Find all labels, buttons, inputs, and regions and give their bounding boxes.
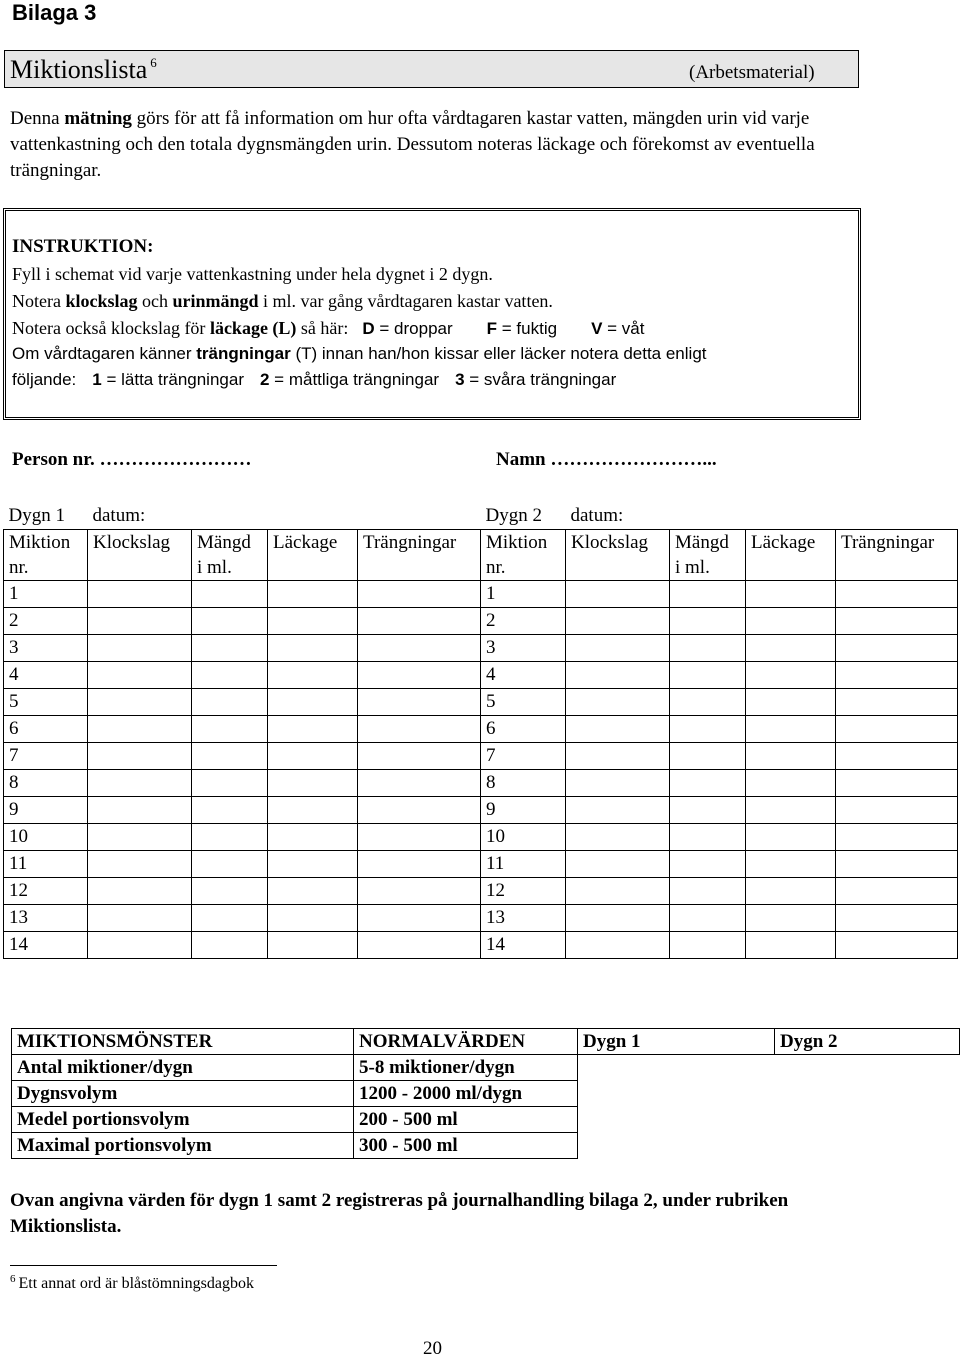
miction-number-day1: 5 <box>4 689 88 716</box>
leakage-cell-day2[interactable] <box>746 797 836 824</box>
urgency-cell-day1[interactable] <box>358 662 481 689</box>
day1-label: Dygn 1 <box>8 505 65 526</box>
col-amount-day2 <box>670 530 746 581</box>
leakage-cell-day2[interactable] <box>746 905 836 932</box>
urgency-cell-day2[interactable] <box>836 635 958 662</box>
miction-number-day2: 10 <box>481 824 566 851</box>
log-row <box>4 635 958 662</box>
pattern-normal-value: 300 - 500 ml <box>354 1133 578 1159</box>
time-cell-day1[interactable] <box>88 905 192 932</box>
miction-number-day1: 8 <box>4 770 88 797</box>
time-cell-day2[interactable] <box>566 608 670 635</box>
log-row <box>4 662 958 689</box>
col-time-day1: Klockslag <box>88 530 192 581</box>
amount-cell-day2[interactable] <box>670 608 746 635</box>
footnote-number: 6 <box>10 1273 16 1285</box>
miction-number-day1: 1 <box>4 581 88 608</box>
instruction-line-3 <box>12 316 644 341</box>
pattern-normal-value: 5-8 miktioner/dygn <box>354 1055 578 1081</box>
time-cell-day1[interactable] <box>88 716 192 743</box>
urgency-cell-day2[interactable] <box>836 581 958 608</box>
leakage-cell-day1[interactable] <box>268 716 358 743</box>
time-cell-day1[interactable] <box>88 824 192 851</box>
miction-number-day1: 2 <box>4 608 88 635</box>
amount-cell-day2[interactable] <box>670 635 746 662</box>
pattern-header-row <box>12 1029 960 1055</box>
pattern-label: Antal miktioner/dygn <box>12 1055 354 1081</box>
miction-number-day2: 7 <box>481 743 566 770</box>
amount-cell-day1[interactable] <box>192 635 268 662</box>
amount-cell-day1[interactable] <box>192 932 268 959</box>
amount-cell-day2[interactable] <box>670 932 746 959</box>
leakage-cell-day1[interactable] <box>268 770 358 797</box>
page-title <box>10 55 157 85</box>
miction-number-day1: 10 <box>4 824 88 851</box>
appendix-heading: Bilaga 3 <box>12 0 97 25</box>
miction-pattern-table <box>11 1028 960 1159</box>
leakage-cell-day1[interactable] <box>268 824 358 851</box>
intro-text-rest: görs för att få information om hur ofta vårdtagaren kastar vatten, mängden urin vid varje vattenkastning och den totala dygnsmängden urin. Dessutom noteras läckage och förekomst av eventuella trängningar. <box>10 108 815 181</box>
pattern-blank <box>578 1107 775 1133</box>
log-row <box>4 824 958 851</box>
col-label: Mängd <box>675 532 729 553</box>
time-cell-day2[interactable] <box>566 662 670 689</box>
miction-number-day1: 3 <box>4 635 88 662</box>
leakage-cell-day1[interactable] <box>268 635 358 662</box>
pattern-blank <box>578 1133 775 1159</box>
instruction-line-1 <box>12 262 493 286</box>
urgency-cell-day1[interactable] <box>358 878 481 905</box>
column-header-row <box>4 530 958 581</box>
col-leakage-day1: Läckage <box>268 530 358 581</box>
time-cell-day2[interactable] <box>566 770 670 797</box>
instruction-text: och <box>137 291 173 311</box>
time-cell-day1[interactable] <box>88 689 192 716</box>
pattern-row <box>12 1107 960 1133</box>
amount-cell-day1[interactable] <box>192 581 268 608</box>
col-label: i ml. <box>675 557 710 578</box>
log-row <box>4 743 958 770</box>
urgency-cell-day2[interactable] <box>836 689 958 716</box>
legend-text: = våt <box>602 319 645 338</box>
leakage-cell-day2[interactable] <box>746 878 836 905</box>
time-cell-day2[interactable] <box>566 797 670 824</box>
time-cell-day2[interactable] <box>566 851 670 878</box>
col-label: Miktion <box>9 532 71 553</box>
time-cell-day1[interactable] <box>88 797 192 824</box>
col-label: i ml. <box>197 557 232 578</box>
miction-log-table <box>3 503 958 959</box>
legend-text: = svåra trängningar <box>464 370 617 389</box>
footnote <box>10 1273 254 1293</box>
legend-key: V <box>591 319 603 338</box>
urgency-cell-day2[interactable] <box>836 878 958 905</box>
leakage-cell-day2[interactable] <box>746 932 836 959</box>
intro-text: Denna <box>10 108 65 129</box>
miction-number-day2: 14 <box>481 932 566 959</box>
log-row <box>4 689 958 716</box>
amount-cell-day1[interactable] <box>192 662 268 689</box>
log-row <box>4 608 958 635</box>
amount-cell-day1[interactable] <box>192 743 268 770</box>
footnote-divider <box>10 1265 277 1266</box>
pattern-header-cell: MIKTIONSMÖNSTER <box>12 1029 354 1055</box>
log-row <box>4 878 958 905</box>
urgency-cell-day1[interactable] <box>358 716 481 743</box>
time-cell-day2[interactable] <box>566 689 670 716</box>
leakage-cell-day2[interactable] <box>746 851 836 878</box>
miction-number-day1: 7 <box>4 743 88 770</box>
page-title-text: Miktionslista <box>10 55 148 84</box>
amount-cell-day2[interactable] <box>670 851 746 878</box>
pattern-blank <box>775 1081 960 1107</box>
legend-text: = måttliga trängningar <box>269 370 440 389</box>
legend-text: = droppar <box>374 319 453 338</box>
col-label: Miktion <box>486 532 548 553</box>
time-cell-day1[interactable] <box>88 932 192 959</box>
pattern-blank <box>578 1055 775 1081</box>
pattern-blank <box>775 1107 960 1133</box>
person-number-field: Person nr. …………………… <box>12 449 252 470</box>
amount-cell-day2[interactable] <box>670 581 746 608</box>
intro-paragraph <box>10 106 860 184</box>
time-cell-day1[interactable] <box>88 608 192 635</box>
instruction-text: Notera också klockslag för <box>12 318 210 338</box>
amount-cell-day1[interactable] <box>192 689 268 716</box>
time-cell-day2[interactable] <box>566 581 670 608</box>
leakage-cell-day2[interactable] <box>746 689 836 716</box>
urgency-cell-day1[interactable] <box>358 770 481 797</box>
pattern-normal-value: 200 - 500 ml <box>354 1107 578 1133</box>
leakage-cell-day1[interactable] <box>268 662 358 689</box>
leakage-cell-day2[interactable] <box>746 635 836 662</box>
instruction-line-4 <box>12 342 707 366</box>
urgency-cell-day2[interactable] <box>836 608 958 635</box>
amount-cell-day2[interactable] <box>670 878 746 905</box>
miction-number-day2: 3 <box>481 635 566 662</box>
leakage-cell-day2[interactable] <box>746 716 836 743</box>
pattern-row <box>12 1055 960 1081</box>
instruction-line-2 <box>12 289 553 313</box>
col-miction-day1 <box>4 530 88 581</box>
miction-number-day2: 11 <box>481 851 566 878</box>
instruction-line-5 <box>12 368 616 392</box>
urgency-cell-day1[interactable] <box>358 932 481 959</box>
leakage-cell-day1[interactable] <box>268 905 358 932</box>
time-cell-day1[interactable] <box>88 851 192 878</box>
miction-number-day2: 8 <box>481 770 566 797</box>
urgency-cell-day1[interactable] <box>358 797 481 824</box>
amount-cell-day1[interactable] <box>192 851 268 878</box>
miction-number-day1: 6 <box>4 716 88 743</box>
legend-text: = lätta trängningar <box>101 370 244 389</box>
log-row <box>4 716 958 743</box>
urgency-cell-day1[interactable] <box>358 824 481 851</box>
urgency-cell-day1[interactable] <box>358 743 481 770</box>
leakage-cell-day2[interactable] <box>746 581 836 608</box>
urgency-cell-day2[interactable] <box>836 824 958 851</box>
amount-cell-day2[interactable] <box>670 662 746 689</box>
leakage-cell-day1[interactable] <box>268 581 358 608</box>
time-cell-day2[interactable] <box>566 932 670 959</box>
instruction-bold: klockslag <box>65 291 138 311</box>
legend-key: F <box>486 319 498 338</box>
pattern-header-cell: NORMALVÄRDEN <box>354 1029 578 1055</box>
pattern-normal-value: 1200 - 2000 ml/dygn <box>354 1081 578 1107</box>
amount-cell-day2[interactable] <box>670 905 746 932</box>
amount-cell-day1[interactable] <box>192 716 268 743</box>
page-number: 20 <box>423 1338 442 1359</box>
footnote-text: Ett annat ord är blåstömningsdagbok <box>18 1275 255 1292</box>
leakage-cell-day2[interactable] <box>746 608 836 635</box>
instruction-text: Om vårdtagaren känner <box>12 344 197 363</box>
col-label: nr. <box>9 557 29 578</box>
title-footnote-ref: 6 <box>150 55 157 70</box>
pattern-label: Medel portionsvolym <box>12 1107 354 1133</box>
urgency-cell-day2[interactable] <box>836 662 958 689</box>
leakage-cell-day2[interactable] <box>746 824 836 851</box>
urgency-cell-day1[interactable] <box>358 581 481 608</box>
time-cell-day1[interactable] <box>88 581 192 608</box>
pattern-label: Maximal portionsvolym <box>12 1133 354 1159</box>
miction-number-day1: 9 <box>4 797 88 824</box>
time-cell-day2[interactable] <box>566 743 670 770</box>
intro-bold: mätning <box>64 108 132 129</box>
time-cell-day1[interactable] <box>88 635 192 662</box>
urgency-cell-day2[interactable] <box>836 851 958 878</box>
time-cell-day2[interactable] <box>566 878 670 905</box>
amount-cell-day1[interactable] <box>192 770 268 797</box>
urgency-cell-day1[interactable] <box>358 608 481 635</box>
pattern-header-cell: Dygn 1 <box>578 1029 775 1055</box>
urgency-cell-day1[interactable] <box>358 905 481 932</box>
leakage-cell-day2[interactable] <box>746 770 836 797</box>
log-row <box>4 851 958 878</box>
leakage-cell-day1[interactable] <box>268 608 358 635</box>
registration-note: Ovan angivna värden för dygn 1 samt 2 registreras på journalhandling bilaga 2, under rubriken Miktionslista. <box>10 1190 789 1237</box>
instruction-text: så här: <box>296 318 349 338</box>
miction-number-day1: 4 <box>4 662 88 689</box>
urgency-cell-day1[interactable] <box>358 635 481 662</box>
instruction-text: Fyll i schemat vid varje vattenkastning under hela dygnet i 2 dygn. <box>12 264 493 284</box>
urgency-cell-day1[interactable] <box>358 689 481 716</box>
instruction-bold: läckage (L) <box>209 318 297 338</box>
urgency-cell-day2[interactable] <box>836 905 958 932</box>
urgency-cell-day1[interactable] <box>358 851 481 878</box>
miction-number-day2: 2 <box>481 608 566 635</box>
miction-number-day2: 5 <box>481 689 566 716</box>
amount-cell-day2[interactable] <box>670 716 746 743</box>
pattern-blank <box>775 1133 960 1159</box>
leakage-cell-day1[interactable] <box>268 878 358 905</box>
log-row <box>4 770 958 797</box>
miction-number-day1: 14 <box>4 932 88 959</box>
leakage-cell-day2[interactable] <box>746 662 836 689</box>
amount-cell-day2[interactable] <box>670 824 746 851</box>
pattern-blank <box>578 1081 775 1107</box>
pattern-header-cell: Dygn 2 <box>775 1029 960 1055</box>
miction-number-day2: 4 <box>481 662 566 689</box>
pattern-row <box>12 1081 960 1107</box>
time-cell-day1[interactable] <box>88 878 192 905</box>
instruction-text: Notera <box>12 291 66 311</box>
amount-cell-day2[interactable] <box>670 689 746 716</box>
legend-key: 3 <box>455 370 465 389</box>
instructions-heading: INSTRUKTION: <box>12 236 154 257</box>
col-amount-day1 <box>192 530 268 581</box>
col-leakage-day2: Läckage <box>746 530 836 581</box>
leakage-cell-day1[interactable] <box>268 689 358 716</box>
miction-number-day2: 13 <box>481 905 566 932</box>
pattern-label: Dygnsvolym <box>12 1081 354 1107</box>
amount-cell-day1[interactable] <box>192 905 268 932</box>
urgency-cell-day2[interactable] <box>836 743 958 770</box>
instruction-bold: trängningar <box>196 344 291 363</box>
amount-cell-day2[interactable] <box>670 770 746 797</box>
log-body <box>4 581 958 959</box>
miction-number-day1: 11 <box>4 851 88 878</box>
amount-cell-day1[interactable] <box>192 608 268 635</box>
time-cell-day1[interactable] <box>88 770 192 797</box>
col-urgency-day1: Trängningar <box>358 530 481 581</box>
name-field: Namn ……………………... <box>496 449 717 470</box>
day-header-row <box>4 503 958 530</box>
pattern-blank <box>775 1055 960 1081</box>
time-cell-day2[interactable] <box>566 905 670 932</box>
log-row <box>4 905 958 932</box>
urgency-cell-day2[interactable] <box>836 770 958 797</box>
col-miction-day2 <box>481 530 566 581</box>
urgency-cell-day2[interactable] <box>836 716 958 743</box>
miction-number-day1: 13 <box>4 905 88 932</box>
miction-number-day2: 12 <box>481 878 566 905</box>
amount-cell-day1[interactable] <box>192 797 268 824</box>
log-row <box>4 797 958 824</box>
legend-key: 2 <box>259 370 270 389</box>
miction-number-day2: 9 <box>481 797 566 824</box>
legend-key: D <box>362 319 375 338</box>
log-row <box>4 932 958 959</box>
legend-key: 1 <box>92 370 102 389</box>
day1-date-label: datum: <box>92 505 146 526</box>
col-label: nr. <box>486 557 506 578</box>
col-urgency-day2: Trängningar <box>836 530 958 581</box>
instruction-text: i ml. var gång vårdtagaren kastar vatten. <box>258 291 553 311</box>
urgency-cell-day2[interactable] <box>836 932 958 959</box>
leakage-cell-day1[interactable] <box>268 851 358 878</box>
col-label: Mängd <box>197 532 251 553</box>
log-row <box>4 581 958 608</box>
leakage-cell-day1[interactable] <box>268 932 358 959</box>
time-cell-day2[interactable] <box>566 635 670 662</box>
time-cell-day2[interactable] <box>566 716 670 743</box>
miction-number-day2: 6 <box>481 716 566 743</box>
amount-cell-day2[interactable] <box>670 743 746 770</box>
amount-cell-day1[interactable] <box>192 878 268 905</box>
miction-number-day2: 1 <box>481 581 566 608</box>
leakage-cell-day1[interactable] <box>268 743 358 770</box>
instruction-text: följande: <box>12 370 77 389</box>
day2-date-label: datum: <box>570 505 624 526</box>
day2-label: Dygn 2 <box>485 505 542 526</box>
time-cell-day1[interactable] <box>88 662 192 689</box>
miction-number-day1: 12 <box>4 878 88 905</box>
amount-cell-day2[interactable] <box>670 797 746 824</box>
instruction-bold: urinmängd <box>172 291 259 311</box>
legend-text: = fuktig <box>497 319 558 338</box>
time-cell-day1[interactable] <box>88 743 192 770</box>
leakage-cell-day2[interactable] <box>746 743 836 770</box>
time-cell-day2[interactable] <box>566 824 670 851</box>
material-label: (Arbetsmaterial) <box>689 62 815 83</box>
leakage-cell-day1[interactable] <box>268 797 358 824</box>
pattern-row <box>12 1133 960 1159</box>
col-time-day2: Klockslag <box>566 530 670 581</box>
instruction-text: (T) innan han/hon kissar eller läcker notera detta enligt <box>290 344 707 363</box>
amount-cell-day1[interactable] <box>192 824 268 851</box>
urgency-cell-day2[interactable] <box>836 797 958 824</box>
